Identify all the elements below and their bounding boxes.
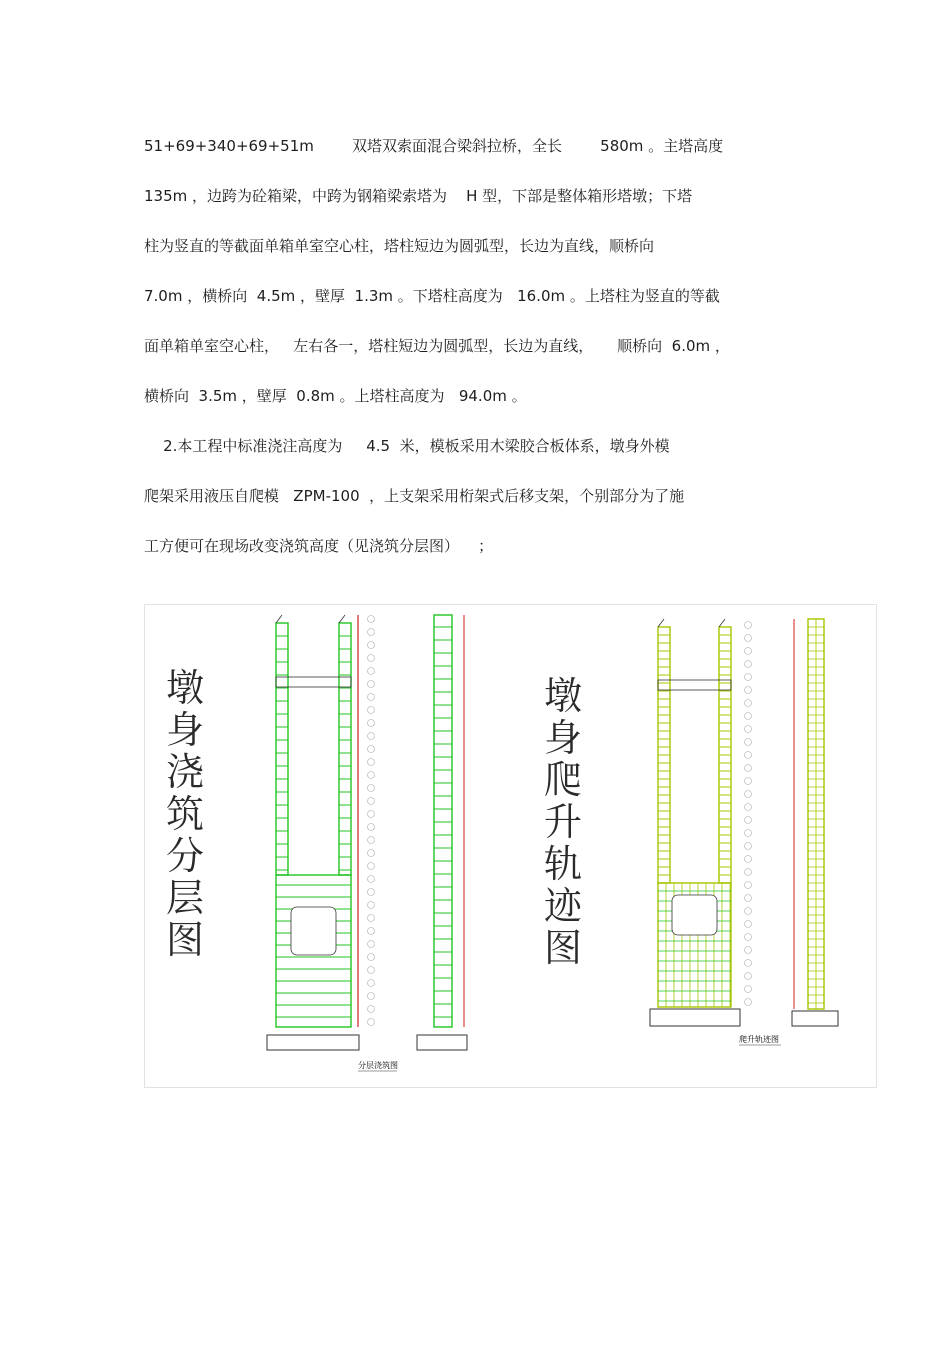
- layer-number-marker: [368, 720, 375, 727]
- climb-step-marker: [745, 726, 752, 733]
- layer-number-marker: [368, 837, 375, 844]
- climb-left-column-tip: [658, 619, 664, 627]
- layer-number-marker: [368, 707, 375, 714]
- climb-step-marker: [745, 700, 752, 707]
- para2-line-2: 爬架采用液压自爬模 ZPM-100 ，上支架采用桁架式后移支架，个别部分为了施: [144, 487, 685, 505]
- climb-track-side-view: [792, 619, 838, 1026]
- pier-drawings: [145, 605, 876, 1087]
- climb-upper-crossbeam: [658, 680, 731, 690]
- para1-line-5: 面单箱单室空心柱， 左右各一，塔柱短边为圆弧型，长边为直线， 顺桥向 6.0m ，: [144, 337, 730, 355]
- side-foundation: [417, 1035, 467, 1050]
- climb-track-elevation: [650, 619, 752, 1026]
- layer-number-marker: [368, 1006, 375, 1013]
- climb-step-marker: [745, 648, 752, 655]
- layer-number-marker: [368, 928, 375, 935]
- pour-layer-side-view: [417, 615, 467, 1050]
- climb-step-marker: [745, 713, 752, 720]
- layer-number-marker: [368, 850, 375, 857]
- layer-number-marker: [368, 655, 375, 662]
- left-tower-column-tip: [276, 615, 282, 623]
- layer-number-marker: [368, 967, 375, 974]
- pier-drawing-figure: [144, 604, 877, 1088]
- left-vertical-title: 墩身浇筑分层图: [165, 666, 204, 962]
- left-tower-column: [276, 623, 288, 875]
- para1-line-2: 135m ，边跨为砼箱梁，中跨为钢箱梁索塔为 H 型，下部是整体箱形塔墩；下塔: [144, 187, 693, 205]
- layer-number-marker: [368, 746, 375, 753]
- climb-step-marker: [745, 908, 752, 915]
- climb-step-marker: [745, 791, 752, 798]
- right-tower-column: [339, 623, 351, 875]
- climb-step-marker: [745, 895, 752, 902]
- layer-number-marker: [368, 616, 375, 623]
- left-foundation: [267, 1035, 359, 1050]
- climb-step-marker: [745, 999, 752, 1006]
- right-tower-column-tip: [339, 615, 345, 623]
- layer-number-marker: [368, 668, 375, 675]
- climb-step-marker: [745, 973, 752, 980]
- layer-number-marker: [368, 785, 375, 792]
- climb-step-marker: [745, 882, 752, 889]
- layer-number-marker: [368, 993, 375, 1000]
- layer-number-marker: [368, 694, 375, 701]
- climb-step-marker: [745, 921, 752, 928]
- climb-step-marker: [745, 635, 752, 642]
- layer-number-marker: [368, 642, 375, 649]
- layer-number-marker: [368, 733, 375, 740]
- para1-line-1: 51+69+340+69+51m 双塔双索面混合梁斜拉桥，全长 580m 。主塔高度: [144, 137, 724, 155]
- layer-number-marker: [368, 902, 375, 909]
- climb-step-marker: [745, 622, 752, 629]
- climb-step-marker: [745, 817, 752, 824]
- climb-step-marker: [745, 843, 752, 850]
- para2-line-1: 2.本工程中标准浇注高度为 4.5 米，模板采用木梁胶合板体系，墩身外模: [144, 437, 670, 455]
- climb-step-marker: [745, 778, 752, 785]
- lower-opening: [291, 907, 336, 955]
- climb-foundation: [650, 1009, 740, 1026]
- layer-number-marker: [368, 772, 375, 779]
- para1-line-4: 7.0m ，横桥向 4.5m ，壁厚 1.3m 。下塔柱高度为 16.0m 。上塔柱为竖直的等截: [144, 287, 720, 305]
- layer-number-marker: [368, 1019, 375, 1026]
- climb-step-marker: [745, 674, 752, 681]
- left-drawing-caption: 分层浇筑图: [358, 1061, 398, 1070]
- climb-step-marker: [745, 687, 752, 694]
- layer-number-marker: [368, 915, 375, 922]
- layer-number-marker: [368, 889, 375, 896]
- para1-line-6: 横桥向 3.5m ，壁厚 0.8m 。上塔柱高度为 94.0m 。: [144, 387, 527, 405]
- climb-step-marker: [745, 960, 752, 967]
- para2-line-3: 工方便可在现场改变浇筑高度（见浇筑分层图） ；: [144, 537, 494, 555]
- climb-step-marker: [745, 869, 752, 876]
- climb-step-marker: [745, 830, 752, 837]
- layer-number-marker: [368, 824, 375, 831]
- climb-opening: [672, 895, 717, 935]
- right-vertical-title: 墩身爬升轨迹图: [543, 674, 582, 970]
- climb-step-marker: [745, 739, 752, 746]
- layer-number-marker: [368, 811, 375, 818]
- climb-side-foundation: [792, 1011, 838, 1026]
- climb-right-column-tip: [719, 619, 725, 627]
- right-drawing-caption: 爬升轨迹图: [739, 1035, 779, 1044]
- climb-step-marker: [745, 934, 752, 941]
- layer-number-marker: [368, 798, 375, 805]
- climb-step-marker: [745, 752, 752, 759]
- climb-step-marker: [745, 661, 752, 668]
- upper-crossbeam: [276, 677, 351, 687]
- climb-step-marker: [745, 986, 752, 993]
- layer-number-marker: [368, 629, 375, 636]
- climb-step-marker: [745, 947, 752, 954]
- layer-number-marker: [368, 980, 375, 987]
- climb-step-marker: [745, 856, 752, 863]
- pour-layer-elevation: [267, 615, 375, 1050]
- layer-number-marker: [368, 681, 375, 688]
- layer-number-marker: [368, 863, 375, 870]
- layer-number-marker: [368, 759, 375, 766]
- layer-number-marker: [368, 941, 375, 948]
- climb-step-marker: [745, 765, 752, 772]
- layer-number-marker: [368, 954, 375, 961]
- climb-step-marker: [745, 804, 752, 811]
- para1-line-3: 柱为竖直的等截面单箱单室空心柱，塔柱短边为圆弧型，长边为直线，顺桥向: [144, 237, 655, 255]
- layer-number-marker: [368, 876, 375, 883]
